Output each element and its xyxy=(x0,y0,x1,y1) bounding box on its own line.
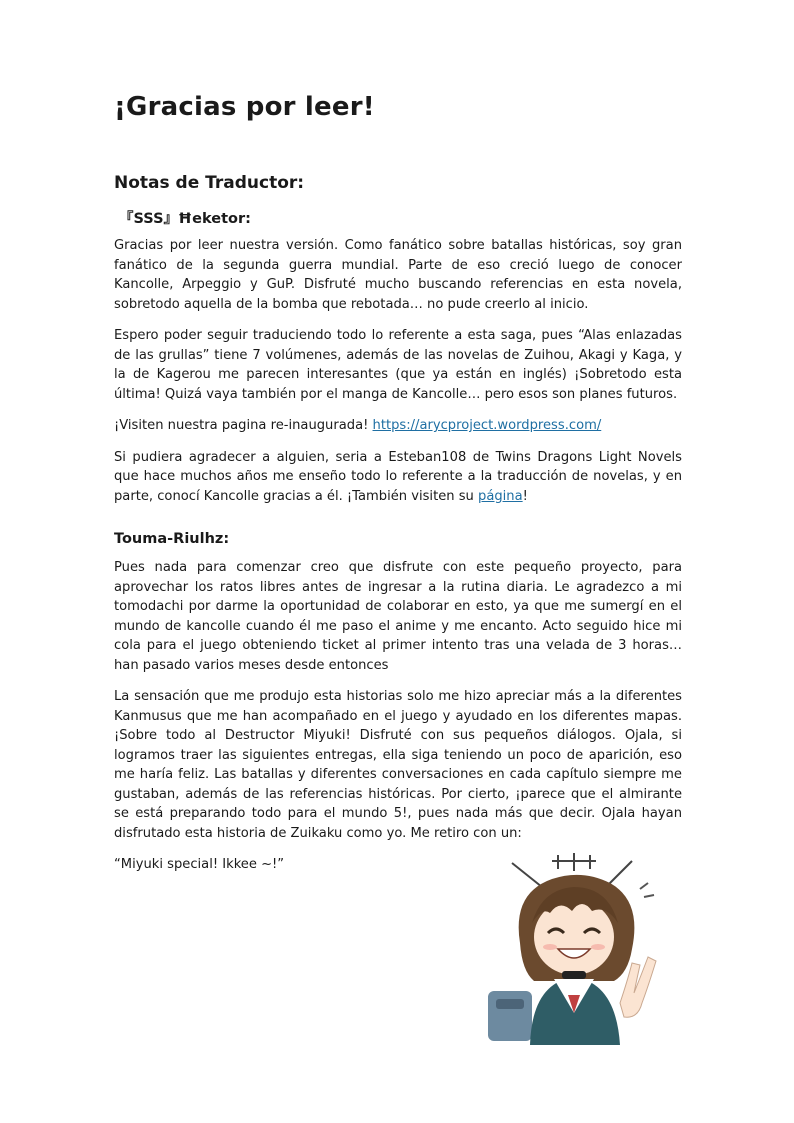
translator1-paragraph: Espero poder seguir traduciendo todo lo referente a esta saga, pues “Alas enlazadas de las grullas” tiene 7 volúmenes, además de las novelas de Zuihou, Akagi y Kaga, y la de Kagerou me parecen interesantes (que ya están en inglés) ¡Sobretodo esta última! Quizá vaya también por el manga de Kancolle… pero esos son planes futuros. xyxy=(114,328,682,402)
thanks-end: ! xyxy=(522,488,528,504)
miyuki-character-illustration xyxy=(482,853,666,1045)
translator1-paragraph: Gracias por leer nuestra versión. Como fanático sobre batallas históricas, soy gran fanático de la segunda guerra mundial. Parte de eso creció luego de conocer Kancolle, Arpeggio y GuP. Disfruté mucho buscando referencias en esta novela, sobretodo aquella de la bomba que rebotada… no pude creerlo al inicio. xyxy=(114,238,682,312)
translator2-notes xyxy=(114,558,682,887)
translator1-notes xyxy=(114,236,682,518)
thanks-paragraph xyxy=(114,448,682,507)
translator2-name: Touma-Riulhz: xyxy=(114,531,230,547)
notes-heading: Notas de Traductor: xyxy=(114,173,305,193)
closing-quote: “Miyuki special! Ikkee ~!” xyxy=(114,857,285,872)
translator1-name: 『SSS』Ħeketor: xyxy=(119,211,251,227)
website-link[interactable]: https://arycproject.wordpress.com/ xyxy=(372,418,602,433)
thanks-text: Si pudiera agradecer a alguien, seria a Esteban108 de Twins Dragons Light Novels que hace muchos años me enseño todo lo referente a la traducción de novelas, y en parte, conocí Kancolle gracias a él. ¡También visiten su xyxy=(114,449,682,504)
page-title: ¡Gracias por leer! xyxy=(114,92,375,122)
translator2-paragraph: La sensación que me produjo esta historias solo me hizo apreciar más a la diferentes Kanmusus que me han acompañado en el juego y ayudado en los diferentes mapas. ¡Sobre todo al Destructor Miyuki! Disfruté con sus pequeños diálogos. Ojala, si logramos traer las siguientes entregas, ella siga teniendo un poco de aparición, eso me haría feliz. Las batallas y diferentes conversaciones en cada capítulo siempre me gustaban, además de las referencias históricas. Por cierto, ¡parece que el almirante se está preparando todo para el mundo 5!, pues nada más que decir. Ojala hayan disfrutado esta historia de Zuikaku como yo. Me retiro con un: xyxy=(114,689,682,841)
pagina-link[interactable]: página xyxy=(478,488,523,504)
visit-paragraph xyxy=(114,416,682,436)
translator2-paragraph: Pues nada para comenzar creo que disfrute con este pequeño proyecto, para aprovechar los ratos libres antes de ingresar a la rutina diaria. Le agradezco a mi tomodachi por darme la oportunidad de colaborar en esto, ya que me sumergí en el mundo de kancolle cuando él me paso el anime y me encanto. Acto seguido hice mi cola para el juego obteniendo ticket al primer intento tras una velada de 3 horas… han pasado varios meses desde entonces xyxy=(114,560,682,673)
visit-text: ¡Visiten nuestra pagina re-inaugurada! xyxy=(114,418,373,433)
